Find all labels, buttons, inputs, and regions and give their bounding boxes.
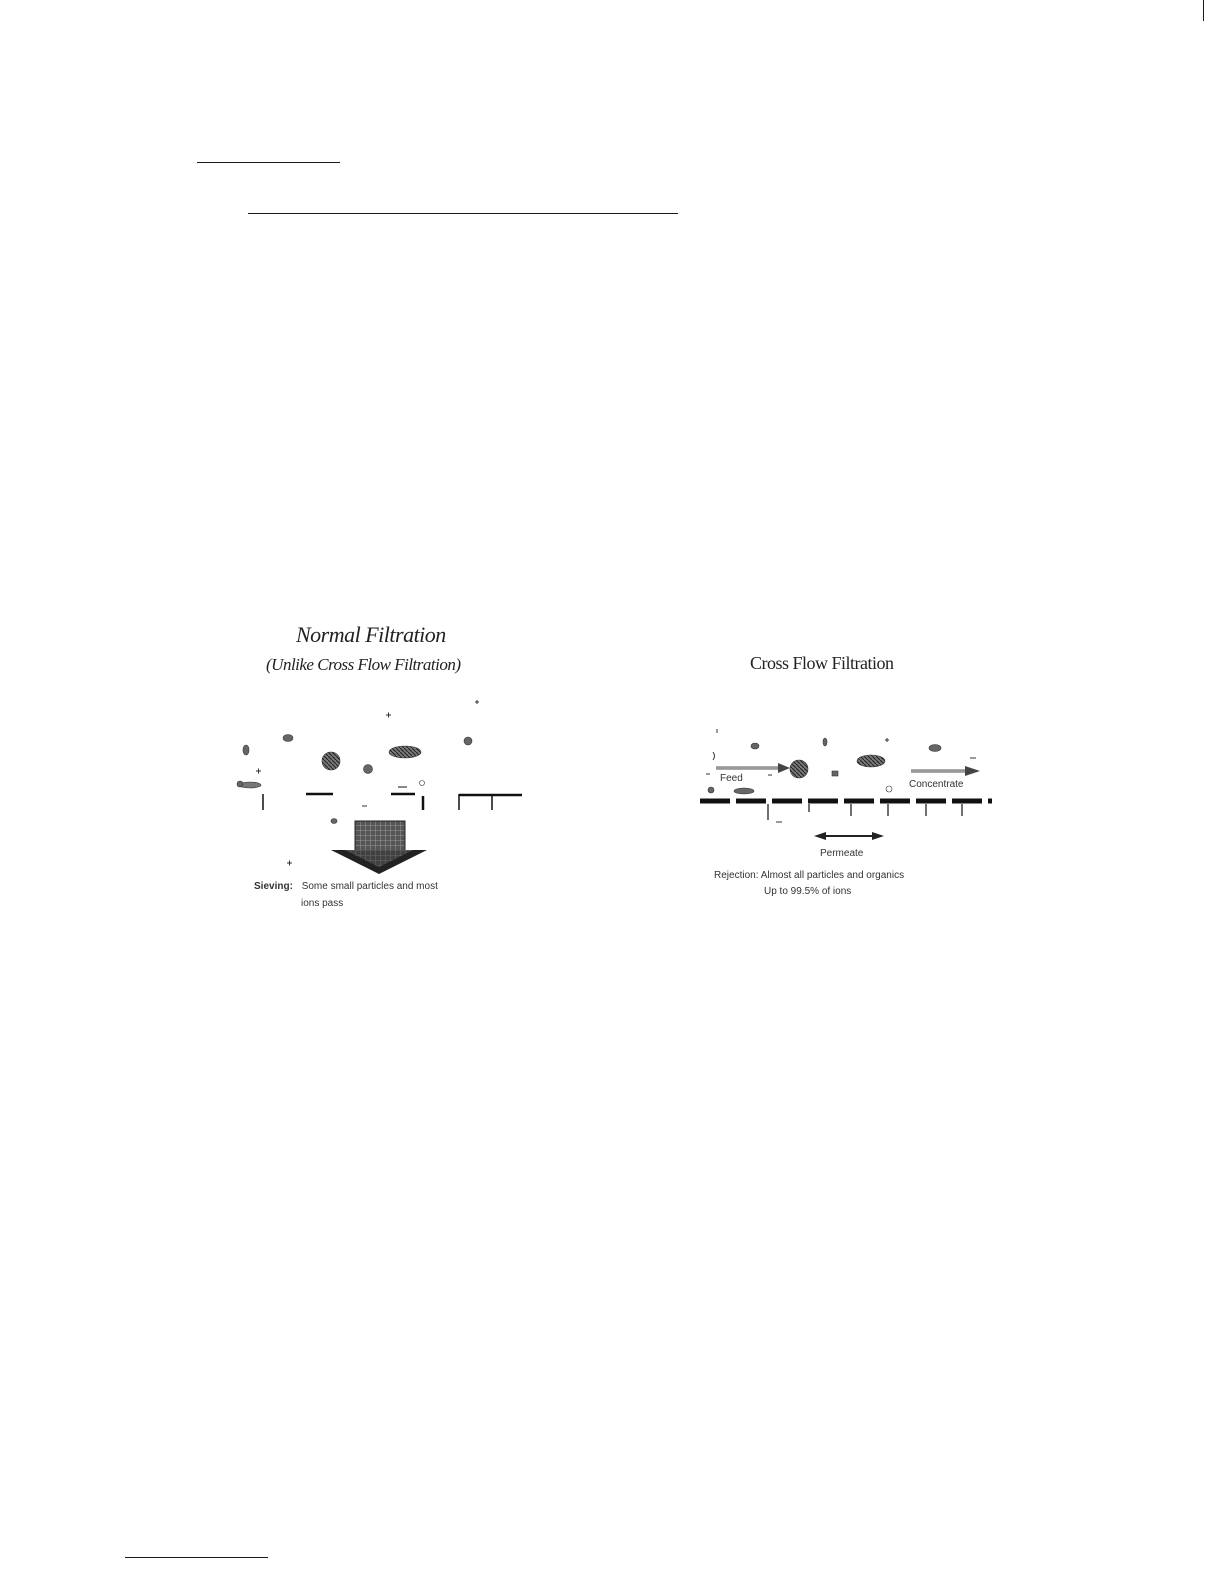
particle	[823, 738, 827, 746]
normal-filtration-subtitle: (Unlike Cross Flow Filtration)	[266, 655, 461, 674]
particles	[708, 738, 941, 794]
feed-label: Feed	[720, 773, 743, 784]
particle	[708, 787, 714, 793]
membrane	[700, 801, 992, 820]
sieving-label: Sieving:	[254, 881, 293, 892]
particle	[790, 760, 808, 778]
sieving-text: Some small particles and most	[301, 881, 438, 892]
permeate-label: Permeate	[820, 848, 864, 859]
ion-marks	[706, 729, 976, 822]
particle	[751, 743, 759, 749]
sieving-caption-line2: ions pass	[301, 898, 344, 909]
concentrate-label: Concentrate	[909, 779, 964, 790]
particle	[929, 745, 941, 752]
particle	[832, 771, 838, 776]
feed-arrow-icon	[716, 763, 790, 773]
rejection-caption-line2: Up to 99.5% of ions	[764, 886, 852, 897]
permeate-arrow-icon	[814, 832, 884, 840]
footer-rule	[125, 1557, 268, 1558]
particle	[857, 755, 885, 767]
rejection-caption-line1: Rejection: Almost all particles and organics	[714, 870, 905, 881]
particle	[886, 786, 892, 792]
normal-filtration-title: Normal Filtration	[296, 622, 446, 647]
particle	[734, 788, 754, 794]
concentrate-arrow-icon	[911, 766, 980, 776]
cross-flow-title: Cross Flow Filtration	[750, 653, 894, 673]
